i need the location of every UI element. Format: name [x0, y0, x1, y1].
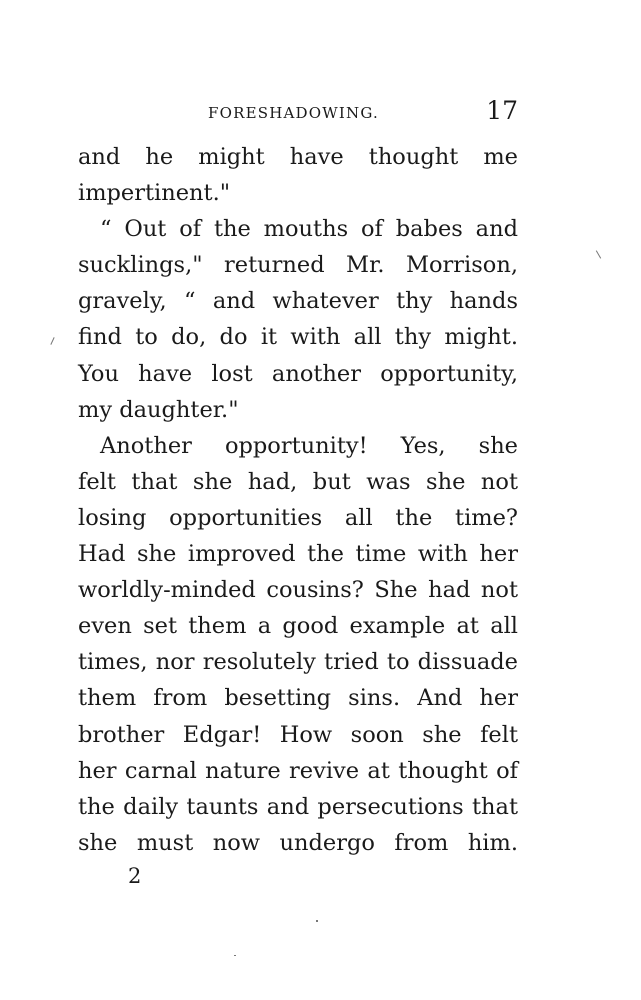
text-line: find to do, do it with all thy might. — [78, 324, 518, 351]
running-title: FORESHADOWING. — [208, 104, 379, 122]
text-line: gravely, “ and whatever thy hands — [78, 288, 518, 315]
running-head — [78, 96, 518, 126]
text-line: sucklings," returned Mr. Morrison, — [78, 252, 518, 279]
text-line: Had she improved the time with her — [78, 541, 518, 568]
text-line: them from besetting sins. And her — [78, 685, 518, 712]
text-line: even set them a good example at all — [78, 613, 518, 640]
text-line: brother Edgar! How soon she felt — [78, 721, 518, 748]
page-number: 17 — [486, 96, 518, 125]
text-line: my daughter." — [78, 396, 239, 423]
text-line: times, nor resolutely tried to dissuade — [78, 649, 518, 676]
text-line: she must now undergo from him. — [78, 829, 518, 856]
text-line: worldly-minded cousins? She had not — [78, 577, 518, 604]
text-line: losing opportunities all the time? — [78, 504, 518, 531]
signature-mark: 2 — [128, 864, 142, 888]
paper-speck — [50, 337, 54, 345]
paper-speck — [316, 920, 318, 922]
paper-speck — [596, 250, 601, 258]
text-line: Another opportunity! Yes, she — [100, 432, 518, 459]
text-line: her carnal nature revive at thought of — [78, 757, 518, 784]
text-line: impertinent." — [78, 180, 231, 207]
text-line: “ Out of the mouths of babes and — [100, 216, 518, 243]
text-line: felt that she had, but was she not — [78, 468, 518, 495]
paper-speck — [234, 955, 236, 956]
text-line: and he might have thought me — [78, 144, 518, 170]
body-text — [78, 139, 518, 861]
text-line: You have lost another opportunity, — [78, 360, 518, 387]
text-line: the daily taunts and persecutions that — [78, 793, 518, 820]
